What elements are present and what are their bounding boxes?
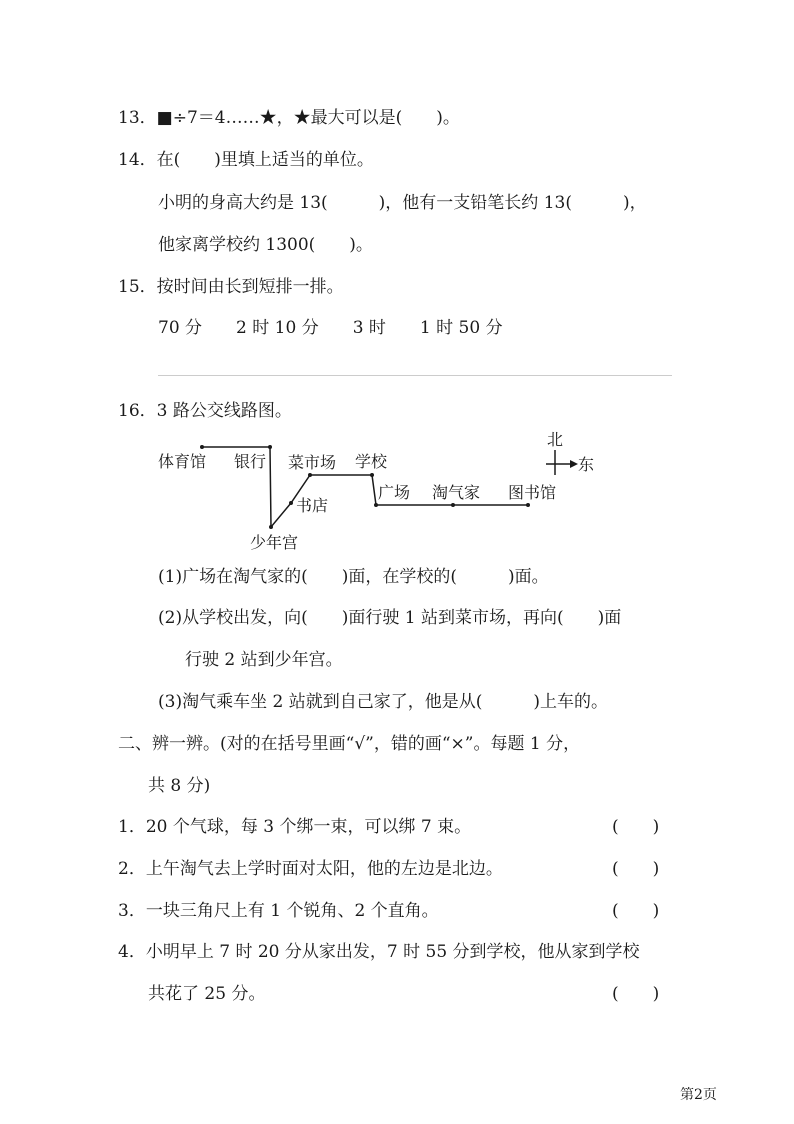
station-label: 书店 (296, 496, 329, 515)
compass-east-label: 东 (578, 455, 595, 474)
station-label: 银行 (234, 452, 267, 471)
page-number: 第2页 (680, 1087, 717, 1103)
stop-dot (269, 525, 273, 529)
question-16: 16．3 路公交线路图。 (118, 401, 292, 421)
question-13: 13．■÷7＝4……★，★最大可以是( )。 (118, 108, 460, 128)
stop-dot (526, 503, 530, 507)
stop-dot (289, 501, 293, 505)
question-14-line-b: 他家离学校约 1300( )。 (158, 235, 373, 255)
judge-4-b: 共花了 25 分。 (148, 984, 266, 1004)
station-label: 菜市场 (288, 453, 337, 472)
station-label: 学校 (355, 452, 388, 471)
station-label: 广场 (378, 483, 411, 502)
question-14: 14．在( )里填上适当的单位。 (118, 150, 374, 170)
question-16-part-3: (3)淘气乘车坐 2 站就到自己家了，他是从( )上车的。 (158, 692, 608, 712)
question-16-part-1: (1)广场在淘气家的( )面，在学校的( )面。 (158, 567, 549, 587)
answer-bracket: ( ) (612, 984, 660, 1004)
answer-bracket: ( ) (612, 901, 660, 921)
station-label: 淘气家 (432, 483, 481, 502)
station-label: 体育馆 (158, 452, 207, 471)
question-15-options: 70 分 2 时 10 分 3 时 1 时 50 分 (158, 318, 503, 338)
stop-dot (451, 503, 455, 507)
answer-bracket: ( ) (612, 817, 660, 837)
question-14-line-a: 小明的身高大约是 13( )，他有一支铅笔长约 13( )， (158, 193, 647, 213)
section-2-heading: 二、辨一辨。(对的在括号里画“√”，错的画“×”。每题 1 分， (118, 734, 581, 754)
station-label: 图书馆 (508, 483, 557, 502)
stop-dot (200, 445, 204, 449)
answer-bracket: ( ) (612, 859, 660, 879)
stop-dot (268, 445, 272, 449)
compass-arrow-icon (570, 460, 578, 468)
judge-1: 1．20 个气球，每 3 个绑一束，可以绑 7 束。 (118, 817, 472, 837)
stop-dot (308, 473, 312, 477)
section-divider (158, 375, 672, 376)
section-2-heading-cont: 共 8 分) (148, 776, 211, 796)
station-label: 少年宫 (250, 533, 299, 552)
stop-dot (374, 503, 378, 507)
question-16-part-2-a: (2)从学校出发，向( )面行驶 1 站到菜市场，再向( )面 (158, 608, 622, 628)
judge-3: 3．一块三角尺上有 1 个锐角、2 个直角。 (118, 901, 439, 921)
bus-route-map (150, 425, 610, 560)
question-16-part-2-b: 行驶 2 站到少年宫。 (185, 650, 343, 670)
stop-dot (370, 473, 374, 477)
judge-2: 2．上午淘气去上学时面对太阳，他的左边是北边。 (118, 859, 503, 879)
judge-4-a: 4．小明早上 7 时 20 分从家出发，7 时 55 分到学校，他从家到学校 (118, 942, 640, 962)
question-15: 15．按时间由长到短排一排。 (118, 277, 344, 297)
compass-north-label: 北 (547, 430, 564, 449)
